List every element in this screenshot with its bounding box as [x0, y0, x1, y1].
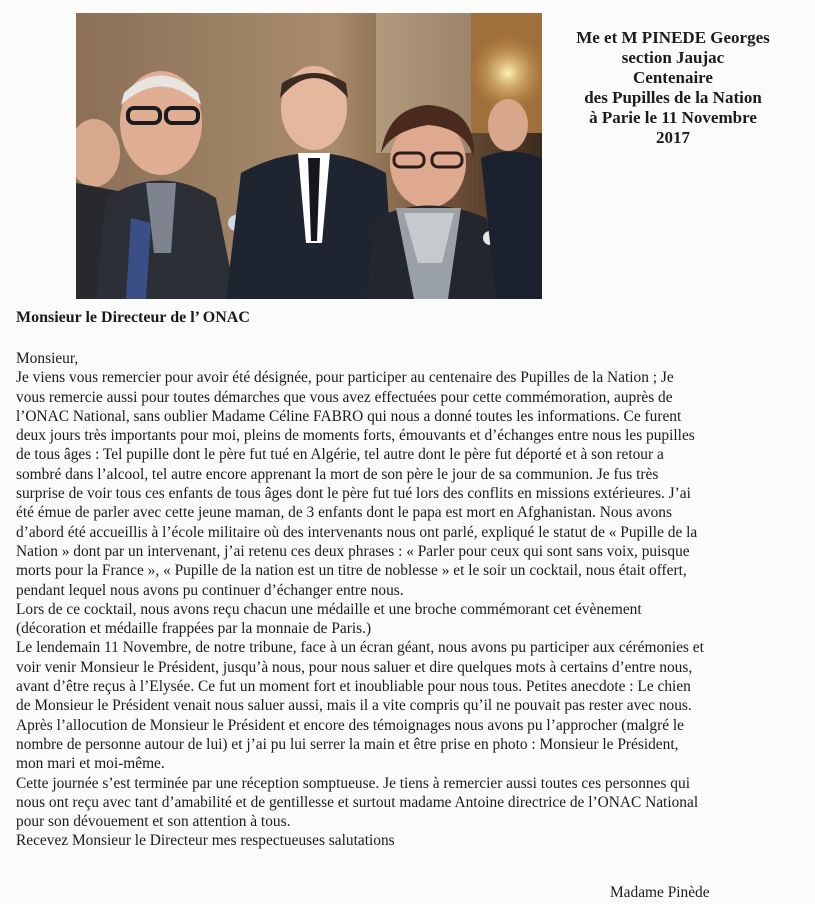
letter-line: mon mari et moi-même. — [16, 755, 165, 773]
letter-addressee: Monsieur le Directeur de l’ ONAC — [16, 309, 250, 326]
letter-line: deux jours très importants pour moi, pleins de moments forts, émouvants et d’échanges entre nous les pupilles — [16, 427, 695, 445]
letter-line: Recevez Monsieur le Directeur mes respectueuses salutations — [16, 832, 395, 850]
letter-line: d’abord été accueillis à l’école militaire où des intervenants nous ont parlé, expliqué le statut de « Pupille de la — [16, 523, 698, 541]
letter-line: Lors de ce cocktail, nous avons reçu chacun une médaille et une broche commémorant cet évènement — [16, 600, 642, 618]
letter-line: de Monsieur le Président venait nous saluer aussi, mais il a vite compris qu’il ne pouvait pas rester avec nous. — [16, 697, 692, 715]
group-photo — [76, 13, 542, 299]
caption-line: section Jaujac — [621, 48, 725, 67]
letter-line: Cette journée s’est terminée par une réception somptueuse. Je tiens à remercier aussi toutes ces personnes qui — [16, 774, 690, 792]
letter-line: (décoration et médaille frappées par la monnaie de Paris.) — [16, 620, 372, 638]
letter-line: Je viens vous remercier pour avoir été désignée, pour participer au centenaire des Pupilles de la Nation ; Je — [16, 369, 674, 387]
letter-line: avant d’être reçus à l’Elysée. Ce fut un moment fort et inoubliable pour nous tous. Petites anecdote : Le chien — [16, 678, 691, 696]
caption-line: des Pupilles de la Nation — [584, 88, 762, 107]
letter-line: Nation » dont par un intervenant, j’ai retenu ces deux phrases : « Parler pour ceux qui sont sans voix, puisque — [16, 542, 690, 560]
letter-line: voir venir Monsieur le Président, jusqu’à nous, pour nous saluer et dire quelques mots à certains d’entre nous, — [16, 658, 693, 676]
letter-line: pendant lequel nous avons pu continuer d’échanger entre nous. — [16, 581, 404, 599]
letter-line: l’ONAC National, sans oublier Madame Céline FABRO qui nous a donné toutes les informations. Ce furent — [16, 407, 682, 425]
letter-line: nous ont reçu avec tant d’amabilité et de gentillesse et surtout madame Antoine directrice de l’ONAC National — [16, 793, 699, 811]
letter-line: Monsieur, — [16, 350, 79, 367]
letter-line: surprise de voir tous ces enfants de tous âges dont le père fut tué lors des conflits en missions extérieures. J’ai — [16, 485, 691, 503]
caption-line: Me et M PINEDE Georges — [576, 28, 770, 47]
letter-line: vous remercie aussi pour toutes démarches que vous avez effectuées pour cette commémoration, auprès de — [16, 388, 673, 406]
caption-line: à Parie le 11 Novembre — [589, 108, 757, 127]
caption-line: 2017 — [656, 128, 690, 147]
letter-line: de tous âges : Tel pupille dont le père fut tué en Algérie, tel autre dont le père fut déporté et à son retour a — [16, 446, 664, 464]
letter-body — [16, 349, 806, 851]
letter-line: morts pour la France », « Pupille de la nation est un titre de noblesse » et le soir un cocktail, nous était offert, — [16, 562, 687, 580]
letter-line: sombré dans l’alcool, tel autre encore apprenant la mort de son père le jour de sa communion. Je fus très — [16, 465, 659, 483]
caption-line: Centenaire — [633, 68, 713, 87]
letter-line: pour son dévouement et son attention à tous. — [16, 813, 291, 831]
photo-caption — [542, 28, 804, 148]
letter-signature: Madame Pinède — [610, 884, 710, 901]
letter-line: Le lendemain 11 Novembre, de notre tribune, face à un écran géant, nous avons pu participer aux cérémonies et — [16, 639, 704, 657]
letter-line: été émue de parler avec cette jeune maman, de 3 enfants dont le papa est mort en Afghanistan. Nous avons — [16, 504, 672, 522]
letter-line: nombre de personne autour de lui) et j’ai pu lui serrer la main et être prise en photo : Monsieur le Président, — [16, 735, 679, 753]
letter-line: Après l’allocution de Monsieur le Président et encore des témoignages nous avons pu l’approcher (malgré le — [16, 716, 685, 734]
